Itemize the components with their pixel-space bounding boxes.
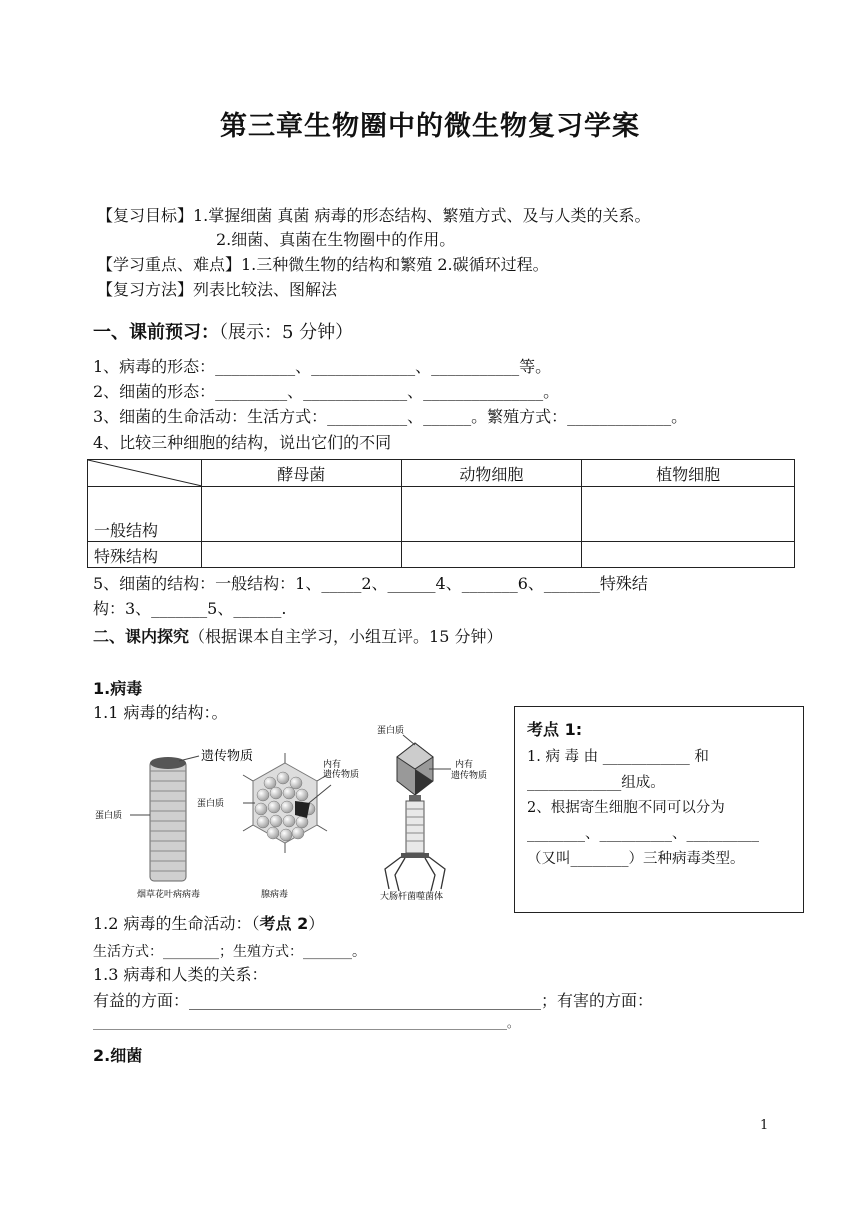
label-protein-3: 蛋白质	[377, 726, 405, 736]
caption-bacteriophage: 大肠杆菌噬菌体	[380, 892, 444, 902]
virus-human-relation: 1.3 病毒和人类的关系：	[93, 965, 268, 984]
bacteriophage-illustration	[385, 735, 451, 891]
page-number: 1	[760, 1118, 769, 1133]
table-cell	[201, 487, 401, 542]
key-point-line-2: _____________组成。	[527, 775, 665, 791]
caption-tmv: 烟草花叶病病毒	[137, 890, 201, 900]
label-protein: 蛋白质	[95, 811, 123, 821]
key-point-line-5: （又叫________）三种病毒类型。	[527, 851, 745, 867]
key-point-box	[514, 706, 804, 913]
label-protein-2: 蛋白质	[197, 799, 225, 809]
bacteria-title: 2.细菌	[93, 1046, 143, 1065]
section1-heading-text: 一、课前预习：	[93, 322, 219, 343]
table-cell	[401, 487, 582, 542]
cell-comparison-table	[87, 459, 795, 568]
table-header-plant-cell: 植物细胞	[582, 460, 795, 487]
question-5: 5、细菌的结构：一般结构：1、_____2、______4、_______6、_______特殊结	[93, 574, 648, 593]
table-header-yeast: 酵母菌	[201, 460, 401, 487]
label-inner-3: 内有	[455, 760, 474, 770]
life-activity-close: ）	[308, 914, 325, 933]
table-corner-cell	[88, 460, 202, 487]
diagonal-line	[88, 460, 202, 486]
virus-title: 1.病毒	[93, 679, 143, 698]
virus-structure-line: 1.1 病毒的结构：。	[93, 703, 228, 722]
section2-note: （根据课本自主学习，小组互评。15 分钟）	[189, 627, 503, 646]
tobacco-mosaic-virus-illustration	[130, 756, 199, 881]
objectives-line: 【复习目标】1.掌握细菌 真菌 病毒的形态结构、繁殖方式、及与人类的关系。	[97, 206, 651, 225]
section2-heading	[93, 624, 502, 647]
key-point-2-ref: 考点 2	[259, 914, 309, 933]
virus-structure-figure	[95, 723, 495, 903]
table-cell	[582, 487, 795, 542]
virus-life-detail: 生活方式：________；生殖方式：_______。	[93, 944, 366, 960]
question-2: 2、细菌的形态：_________、_____________、_______________。	[93, 382, 560, 401]
adenovirus-illustration	[243, 753, 331, 853]
table-header-animal-cell: 动物细胞	[401, 460, 582, 487]
life-activity-text: 1.2 病毒的生命活动：（	[93, 914, 260, 933]
label-genetic-material: 遗传物质	[201, 749, 254, 764]
page-title: 第三章生物圈中的微生物复习学案	[220, 111, 640, 142]
table-row-label: 一般结构	[88, 487, 202, 542]
label-inner-1: 内有	[323, 760, 342, 770]
label-inner-2: 遗传物质	[323, 770, 360, 780]
question-4: 4、比较三种细胞的结构，说出它们的不同	[93, 433, 392, 452]
question-1: 1、病毒的形态：__________、_____________、___________等。	[93, 357, 552, 376]
table-cell	[201, 542, 401, 568]
objectives-line-2: 2.细菌、真菌在生物圈中的作用。	[216, 230, 456, 249]
virus-benefit-harm-line: 有益的方面：____________________________________________；有害的方面：	[93, 991, 654, 1010]
table-cell	[401, 542, 582, 568]
key-point-title: 考点 1:	[527, 720, 583, 739]
section2-heading-text: 二、课内探究	[93, 627, 190, 646]
key-point-line-3: 2、根据寄生细胞不同可以分为	[527, 800, 725, 816]
virus-harm-blank: _____________________________________________________________________。	[93, 1016, 520, 1030]
label-inner-4: 遗传物质	[451, 771, 488, 781]
methods-line: 【复习方法】列表比较法、图解法	[97, 280, 338, 299]
key-points-line: 【学习重点、难点】1.三种微生物的结构和繁殖 2.碳循环过程。	[97, 255, 549, 274]
virus-life-activity-line	[93, 913, 324, 935]
key-point-line-1: 1. 病 毒 由 ____________ 和	[527, 749, 709, 765]
table-cell	[582, 542, 795, 568]
question-5-cont: 构：3、_______5、______.	[93, 599, 287, 618]
section1-heading	[93, 318, 353, 344]
key-point-line-4: ________、__________、__________	[527, 826, 759, 842]
question-3: 3、细菌的生命活动：生活方式：__________、______。繁殖方式：_____________。	[93, 407, 688, 426]
section1-note: （展示：5 分钟）	[219, 322, 354, 343]
table-row-label: 特殊结构	[88, 542, 202, 568]
caption-adenovirus: 腺病毒	[261, 890, 289, 900]
